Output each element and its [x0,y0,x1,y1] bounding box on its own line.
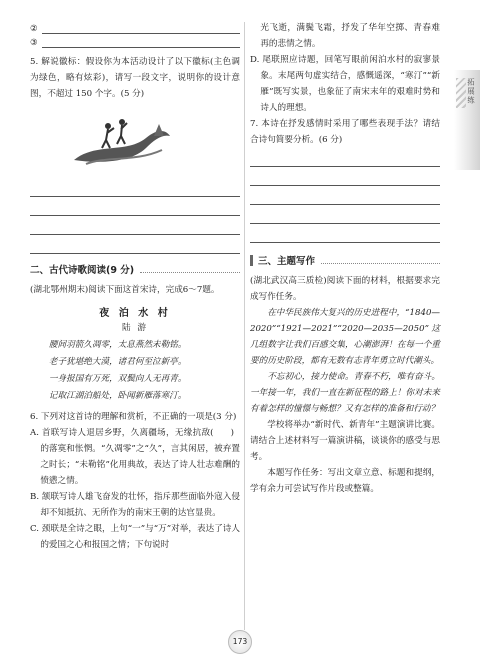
option-c: C. 颈联是全诗之眼，上句“一”与“万”对举，表达了诗人的爱国之心和报国之情；下句说时 [30,524,240,550]
poem-line: 一身报国有万死，双鬓向人无再青。 [48,374,187,384]
poem-author: 陆 游 [122,323,148,333]
side-tab-label: 拓展练 [467,78,476,106]
question-6: 6. 下列对这首诗的理解和赏析，不正确的一项是(3 分) ( ) [30,409,240,425]
answer-line[interactable] [30,197,240,216]
option-c-continued: 光飞逝，满鬓飞霜，抒发了华年空掷、青春难再的悲情之情。 [260,23,440,49]
task-paragraph-2: 本题写作任务：写出文章立意、标题和提纲，学有余力可尝试写作片段或整篇。 [250,468,440,494]
stripe-decoration [456,78,466,108]
answer-line[interactable] [30,235,240,254]
material-paragraph-2: 不忘初心，接力使命。青春不朽，唯有奋斗。一年接一年，我们一直在新征程的路上！你对未来有着怎样的憧憬与畅想？又有怎样的准备和行动？ [250,372,440,414]
answer-line[interactable] [250,224,440,243]
poem-source: (湖北鄂州期末)阅读下面这首宋诗，完成6～7题。 [30,285,220,295]
answer-line-3[interactable]: ③ [30,34,240,48]
answer-line[interactable] [30,216,240,235]
left-column [30,20,240,553]
right-column [250,20,440,497]
answer-line[interactable] [250,148,440,167]
page-number: 173 [228,630,252,654]
poem-title: 夜 泊 水 村 [99,308,171,319]
answer-line-2[interactable]: ② [30,20,240,34]
option-d: D. 尾联照应诗题，回笔写眼前闲泊水村的寂寥景象。末尾两句虚实结合，感慨遥深，“寒汀”“新雁”既写实景，也象征了南宋末年的艰难时势和诗人的理想。 [250,55,440,113]
section-2-title: 二、古代诗歌阅读(9 分) [30,262,240,276]
option-a: A. 首联写诗人退居乡野，久离疆场，无缘抗敌的落寞和怅惘。“久凋零”之“久”，言其闲居，被弃置之时长；“未勒铭”化用典故，表达了诗人壮志难酬的愤懑之情。 [30,428,240,486]
poem-line: 老子犹堪绝大漠，诸君何至泣新亭。 [48,357,187,367]
writing-source: (湖北武汉高三质检)阅读下面的材料，根据要求完成写作任务。 [250,276,440,302]
poem-line: 记取江湖泊船处，卧闻新雁落寒汀。 [48,391,187,401]
material-paragraph-1: 在中华民族伟大复兴的历史进程中，“1840—2020”“1921—2021”“2020—2035—2050”这几组数字让我们百感交集，心潮澎湃！在每一个重要的历史阶段，都有无数有志青年勇立时代潮头。 [250,308,440,366]
side-tab [454,70,480,170]
question-5: 5. 解说徽标：假设你为本活动设计了以下徽标(主色调为绿色，略有炫彩)，请写一段文字，说明你的设计意图，不超过 150 个字。(5 分) [30,57,240,99]
logo-illustration [66,106,176,168]
question-7: 7. 本诗在抒发感情时采用了哪些表现手法？请结合诗句简要分析。(6 分) [250,119,440,145]
poem-line: 腰间羽箭久凋零，太息燕然未勒铭。 [48,340,187,350]
answer-line[interactable] [250,167,440,186]
answer-line[interactable] [30,178,240,197]
answer-line[interactable] [250,205,440,224]
option-b: B. 颔联写诗人雄飞奋发的壮怀，指斥那些面临外寇入侵却不知抵抗、无所作为的南宋王朝的达官显贵。 [30,492,240,518]
section-3-title: 三、主题写作 [250,253,440,267]
answer-line[interactable] [250,186,440,205]
task-paragraph-1: 学校将举办“新时代、新青年”主题演讲比赛。请结合上述材料写一篇演讲稿，谈谈你的感受与思考。 [250,420,440,462]
column-divider [244,22,245,630]
answer-parentheses[interactable]: ( ) [210,428,234,438]
